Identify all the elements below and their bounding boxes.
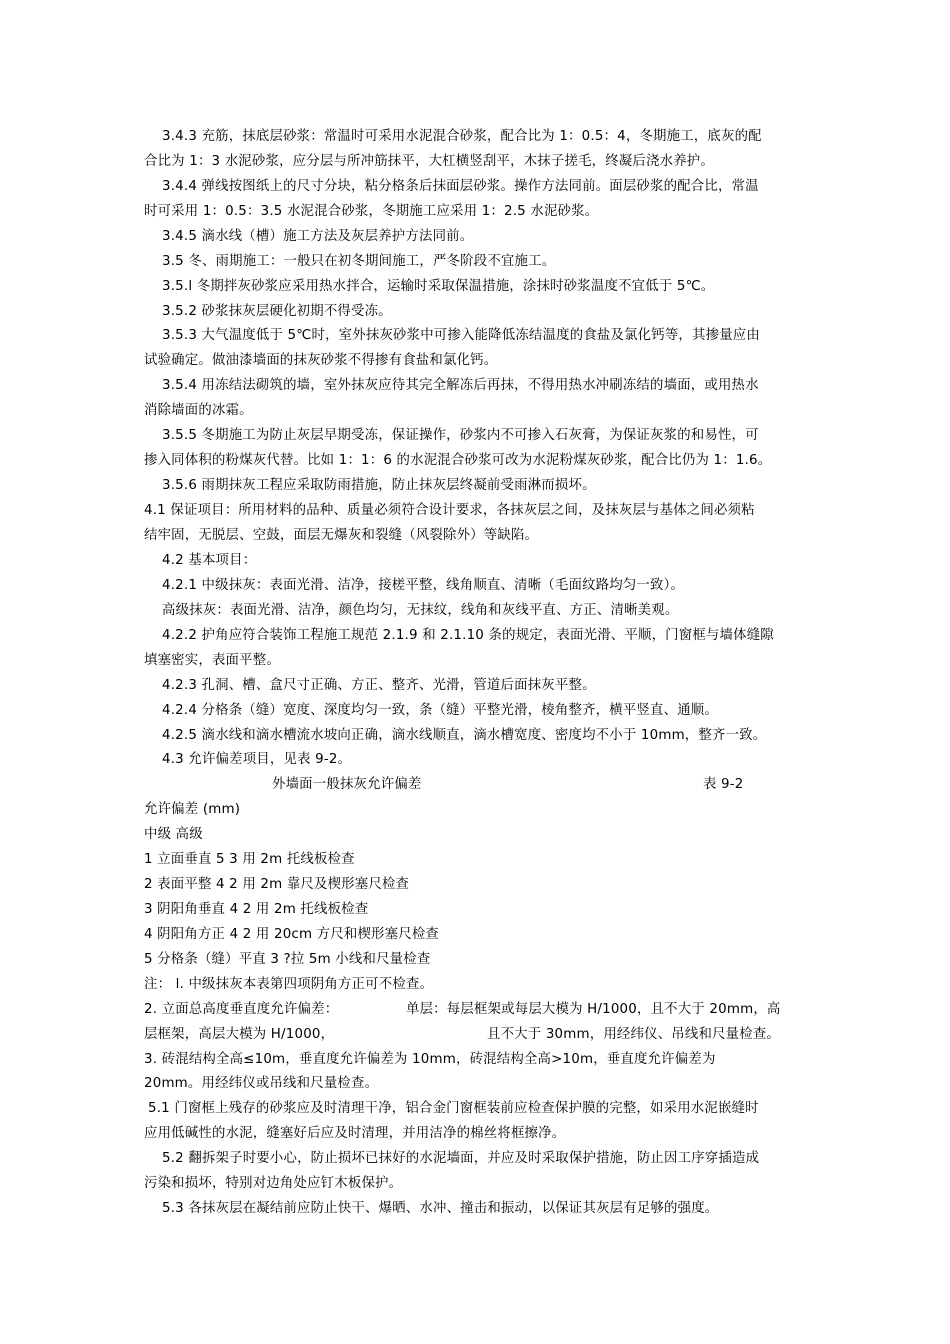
text-line: 掺入同体积的粉煤灰代替。比如 1：1：6 的水泥混合砂浆可改为水泥粉煤灰砂浆，配合比仍为 1：1.6。	[144, 453, 772, 468]
text-line: 3.5.l 冬期拌灰砂浆应采用热水拌合，运输时采取保温措施，涂抹时砂浆温度不宜低于 5℃。	[162, 279, 715, 294]
text-line: 应用低碱性的水泥，缝塞好后应及时清理，并用洁净的棉丝将框擦净。	[144, 1126, 566, 1141]
text-line: 高级抹灰：表面光滑、洁净，颜色均匀，无抹纹，线角和灰线平直、方正、清晰美观。	[162, 603, 679, 618]
text-line: 5.3 各抹灰层在凝结前应防止快干、爆晒、水冲、撞击和振动，以保证其灰层有足够的强度。	[162, 1201, 719, 1216]
table-number: 表 9-2	[703, 777, 744, 792]
text-line: 填塞密实，表面平整。	[144, 653, 280, 668]
text-line: 4.2.4 分格条（缝）宽度、深度均匀一致，条（缝）平整光滑，棱角整齐，横平竖直、通顺。	[162, 703, 718, 718]
text-line: 4.2.1 中级抹灰：表面光滑、洁净，接槎平整，线角顺直、清晰（毛面纹路均匀一致）。	[162, 578, 685, 593]
table-note: 3. 砖混结构全高≤10m，垂直度允许偏差为 10mm，砖混结构全高>10m，垂直度允许偏差为	[144, 1052, 716, 1067]
text-line: 合比为 1：3 水泥砂浆，应分层与所冲筋抹平，大杠横竖刮平，木抹子搓毛，终凝后浇水养护。	[144, 154, 714, 169]
text-line: 5.2 翻拆架子时要小心，防止损坏已抹好的水泥墙面，并应及时采取保护措施，防止因工序穿插造成	[162, 1151, 760, 1166]
text-line: 3.5.4 用冻结法砌筑的墙，室外抹灰应待其完全解冻后再抹，不得用热水冲刷冻结的墙面，或用热水	[162, 378, 759, 393]
text-line: 试验确定。做油漆墙面的抹灰砂浆不得掺有食盐和氯化钙。	[144, 353, 498, 368]
table-row: 4 阴阳角方正 4 2 用 20cm 方尺和楔形塞尺检查	[144, 927, 440, 942]
text-line: 消除墙面的冰霜。	[144, 403, 253, 418]
text-line: 5.1 门窗框上残存的砂浆应及时清理干净，铝合金门窗框装前应检查保护膜的完整，如采用水泥嵌缝时	[148, 1101, 759, 1116]
table-note: 20mm。用经纬仪或吊线和尺量检查。	[144, 1076, 379, 1091]
table-row: 5 分格条（缝）平直 3 ?拉 5m 小线和尺量检查	[144, 952, 431, 967]
text-line: 3.4.3 充筋，抹底层砂浆：常温时可采用水泥混合砂浆，配合比为 1：0.5：4，冬期施工，底灰的配	[162, 129, 762, 144]
text-line: 3.5 冬、雨期施工：一般只在初冬期间施工，严冬阶段不宜施工。	[162, 254, 556, 269]
table-row: 2 表面平整 4 2 用 2m 靠尺及楔形塞尺检查	[144, 877, 410, 892]
text-line: 4.1 保证项目：所用材料的品种、质量必须符合设计要求，各抹灰层之间，及抹灰层与基体之间必须粘	[144, 503, 755, 518]
text-line: 3.5.5 冬期施工为防止灰层早期受冻，保证操作，砂浆内不可掺入石灰膏，为保证灰浆的和易性，可	[162, 428, 759, 443]
table-note: 层框架，高层大模为 H/1000，	[144, 1027, 335, 1042]
text-line: 4.2.5 滴水线和滴水槽流水坡向正确，滴水线顺直，滴水槽宽度、密度均不小于 10mm，整齐一致。	[162, 728, 767, 743]
table-note: 2. 立面总高度垂直度允许偏差：	[144, 1002, 339, 1017]
text-line: 时可采用 1：0.5：3.5 水泥混合砂浆，冬期施工应采用 1：2.5 水泥砂浆。	[144, 204, 599, 219]
text-line: 4.2 基本项目：	[162, 553, 257, 568]
text-line: 3.5.3 大气温度低于 5℃时，室外抹灰砂浆中可掺入能降低冻结温度的食盐及氯化钙等，其掺量应由	[162, 328, 760, 343]
text-line: 3.5.2 砂浆抹灰层硬化初期不得受冻。	[162, 304, 392, 319]
text-line: 4.3 允许偏差项目，见表 9-2。	[162, 752, 352, 767]
text-line: 结牢固，无脱层、空鼓，面层无爆灰和裂缝（风裂除外）等缺陷。	[144, 528, 539, 543]
table-subheader: 中级 高级	[144, 827, 203, 842]
table-note: 注： l. 中级抹灰本表第四项阴角方正可不检查。	[144, 977, 434, 992]
text-line: 3.5.6 雨期抹灰工程应采取防雨措施，防止抹灰层终凝前受雨淋而损坏。	[162, 478, 596, 493]
text-line: 3.4.4 弹线按图纸上的尺寸分块，粘分格条后抹面层砂浆。操作方法同前。面层砂浆的配合比，常温	[162, 179, 759, 194]
text-line: 污染和损坏，特别对边角处应钉木板保护。	[144, 1176, 403, 1191]
text-line: 4.2.2 护角应符合装饰工程施工规范 2.1.9 和 2.1.10 条的规定，表面光滑、平顺，门窗框与墙体缝隙	[162, 628, 774, 643]
table-note: 且不大于 30mm，用经纬仪、吊线和尺量检查。	[487, 1027, 781, 1042]
text-line: 4.2.3 孔洞、槽、盒尺寸正确、方正、整齐、光滑，管道后面抹灰平整。	[162, 678, 596, 693]
table-row: 1 立面垂直 5 3 用 2m 托线板检查	[144, 852, 355, 867]
table-caption: 外墙面一般抹灰允许偏差	[272, 777, 422, 792]
table-header: 允许偏差 (mm)	[144, 802, 241, 817]
table-note: 单层：每层框架或每层大模为 H/1000，且不大于 20mm，高	[406, 1002, 781, 1017]
table-row: 3 阴阳角垂直 4 2 用 2m 托线板检查	[144, 902, 369, 917]
text-line: 3.4.5 滴水线（槽）施工方法及灰层养护方法同前。	[162, 229, 474, 244]
